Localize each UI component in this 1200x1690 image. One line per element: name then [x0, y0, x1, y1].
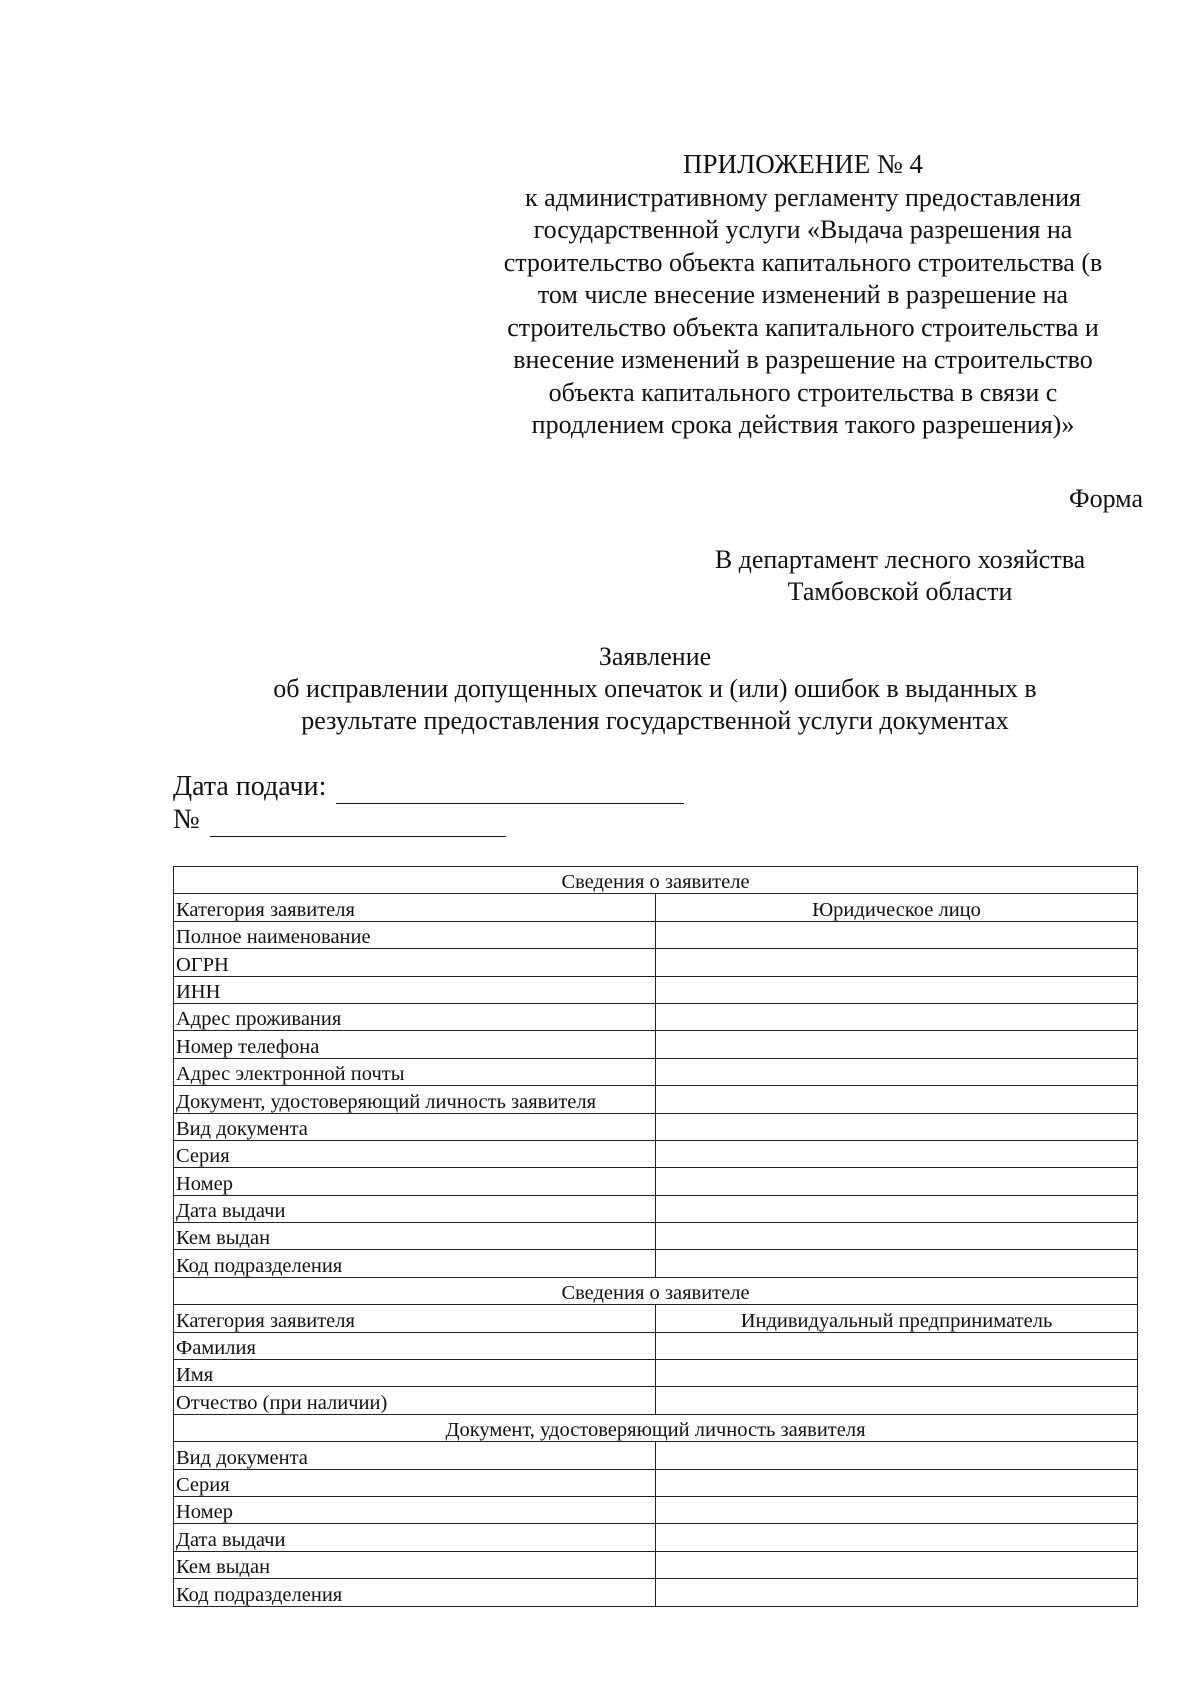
table-row	[174, 1250, 1138, 1277]
table-row	[174, 1113, 1138, 1140]
field-value[interactable]	[656, 1058, 1138, 1085]
appendix-line: к административному регламенту предоставления	[525, 182, 1081, 212]
table-row	[174, 1058, 1138, 1085]
table-section-row	[174, 1277, 1138, 1304]
field-label: Номер	[174, 1168, 656, 1195]
field-label: Вид документа	[174, 1113, 656, 1140]
field-value[interactable]	[656, 1360, 1138, 1387]
table-row	[174, 1195, 1138, 1222]
field-label: Адрес электронной почты	[174, 1058, 656, 1085]
field-value[interactable]	[656, 1003, 1138, 1030]
table-row	[174, 1496, 1138, 1523]
field-label: Отчество (при наличии)	[174, 1387, 656, 1414]
table-row	[174, 921, 1138, 948]
table-row	[174, 1003, 1138, 1030]
submission-number-field[interactable]	[210, 810, 506, 837]
field-label: Код подразделения	[174, 1579, 656, 1606]
field-label: Категория заявителя	[174, 1305, 656, 1332]
table-row	[174, 1524, 1138, 1551]
field-label: Дата выдачи	[174, 1195, 656, 1222]
field-value[interactable]	[656, 1195, 1138, 1222]
field-value[interactable]	[656, 1469, 1138, 1496]
field-label: Серия	[174, 1469, 656, 1496]
recipient-line-2: Тамбовской области	[787, 577, 1013, 606]
field-value[interactable]: Юридическое лицо	[656, 894, 1138, 921]
statement-heading	[180, 641, 1130, 737]
appendix-line: строительство объекта капитального строительства (в	[503, 247, 1103, 277]
field-value[interactable]	[656, 1496, 1138, 1523]
field-value[interactable]	[656, 1223, 1138, 1250]
appendix-line: государственной услуги «Выдача разрешения на	[533, 215, 1073, 244]
table-section-row	[174, 1414, 1138, 1441]
field-label: Серия	[174, 1140, 656, 1167]
table-row	[174, 949, 1138, 976]
table-row	[174, 1442, 1138, 1469]
section-header-applicant: Сведения о заявителе	[174, 1277, 1138, 1304]
field-label: Код подразделения	[174, 1250, 656, 1277]
table-row	[174, 1387, 1138, 1414]
section-header-identity-document: Документ, удостоверяющий личность заявителя	[174, 1414, 1138, 1441]
field-value[interactable]	[656, 1332, 1138, 1359]
table-row	[174, 1305, 1138, 1332]
field-label: ИНН	[174, 976, 656, 1003]
table-row	[174, 1168, 1138, 1195]
submission-number-label: №	[173, 804, 200, 835]
submission-date-field[interactable]	[336, 777, 684, 804]
field-value[interactable]	[656, 1086, 1138, 1113]
field-label: Номер	[174, 1496, 656, 1523]
recipient-line-1: В департамент лесного хозяйства	[714, 545, 1086, 574]
section-header-applicant: Сведения о заявителе	[174, 867, 1138, 894]
table-row	[174, 1086, 1138, 1113]
appendix-line: том числе внесение изменений в разрешение на	[537, 280, 1069, 309]
field-label: Фамилия	[174, 1332, 656, 1359]
table-row	[174, 1469, 1138, 1496]
table-row	[174, 1223, 1138, 1250]
table-row	[174, 894, 1138, 921]
field-value[interactable]	[656, 1031, 1138, 1058]
statement-line-2: результате предоставления государственной услуги документах	[301, 706, 1009, 735]
field-value[interactable]: Индивидуальный предприниматель	[656, 1305, 1138, 1332]
field-value[interactable]	[656, 1250, 1138, 1277]
field-label: Номер телефона	[174, 1031, 656, 1058]
field-label: Дата выдачи	[174, 1524, 656, 1551]
field-value[interactable]	[656, 949, 1138, 976]
field-value[interactable]	[656, 1168, 1138, 1195]
applicant-info-table	[173, 866, 1138, 1607]
field-value[interactable]	[656, 921, 1138, 948]
field-label: Вид документа	[174, 1442, 656, 1469]
recipient-block	[690, 544, 1110, 608]
submission-block	[173, 771, 684, 837]
field-label: Адрес проживания	[174, 1003, 656, 1030]
field-label: Кем выдан	[174, 1551, 656, 1578]
table-row	[174, 1332, 1138, 1359]
field-label: Кем выдан	[174, 1223, 656, 1250]
appendix-header	[478, 148, 1128, 442]
field-value[interactable]	[656, 1113, 1138, 1140]
table-row	[174, 1140, 1138, 1167]
appendix-line: продлением срока действия такого разрешения)»	[531, 410, 1075, 439]
field-value[interactable]	[656, 1551, 1138, 1578]
statement-line-1: об исправлении допущенных опечаток и (или) ошибок в выданных в	[273, 674, 1037, 703]
table-row	[174, 976, 1138, 1003]
appendix-title: ПРИЛОЖЕНИЕ № 4	[682, 149, 924, 179]
table-section-row	[174, 867, 1138, 894]
table-row	[174, 1031, 1138, 1058]
field-value[interactable]	[656, 1387, 1138, 1414]
statement-title: Заявление	[598, 642, 712, 671]
field-label: Документ, удостоверяющий личность заявителя	[174, 1086, 656, 1113]
field-value[interactable]	[656, 1140, 1138, 1167]
form-label: Форма	[1069, 484, 1143, 513]
submission-date-label: Дата подачи:	[173, 771, 327, 802]
field-label: Полное наименование	[174, 921, 656, 948]
field-value[interactable]	[656, 976, 1138, 1003]
table-row	[174, 1360, 1138, 1387]
field-label: Категория заявителя	[174, 894, 656, 921]
field-label: Имя	[174, 1360, 656, 1387]
field-value[interactable]	[656, 1579, 1138, 1606]
appendix-line: объекта капитального строительства в связи с	[548, 377, 1058, 407]
appendix-line: строительство объекта капитального строительства и	[507, 312, 1099, 342]
appendix-line: внесение изменений в разрешение на строительство	[513, 345, 1093, 374]
field-value[interactable]	[656, 1442, 1138, 1469]
field-value[interactable]	[656, 1524, 1138, 1551]
table-row	[174, 1551, 1138, 1578]
field-label: ОГРН	[174, 949, 656, 976]
table-row	[174, 1579, 1138, 1606]
